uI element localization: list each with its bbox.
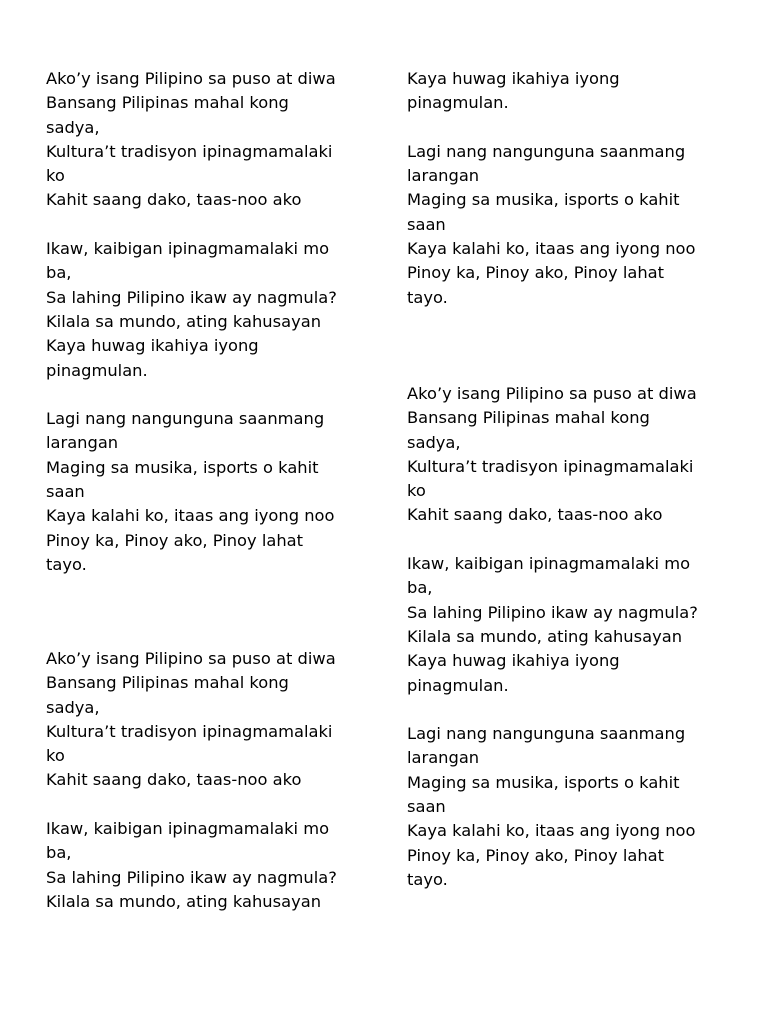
- lyric-line: Kaya huwag ikahiya iyong: [46, 336, 259, 356]
- lyric-line: tayo.: [407, 869, 448, 889]
- lyric-line: Ako’y isang Pilipino sa puso at diwa: [407, 384, 697, 403]
- lyric-line: Kultura’t tradisyon ipinagmamalaki: [46, 141, 333, 161]
- lyric-line: saan: [407, 797, 446, 817]
- lyric-line: Lagi nang nangunguna saanmang: [407, 724, 686, 744]
- lyric-line: Maging sa musika, isports o kahit: [407, 772, 680, 792]
- lyrics-block: [46, 647, 337, 914]
- lyric-line: ba,: [407, 578, 433, 598]
- lyric-line: Pinoy ka, Pinoy ako, Pinoy lahat: [407, 845, 665, 865]
- lyric-line: ko: [407, 481, 426, 501]
- lyric-line: Kaya kalahi ko, itaas ang iyong noo: [407, 239, 696, 259]
- lyric-line: Lagi nang nangunguna saanmang: [407, 141, 686, 161]
- lyric-line: pinagmulan.: [407, 675, 509, 695]
- lyric-line: sadya,: [407, 432, 461, 452]
- lyric-line: sadya,: [46, 117, 100, 137]
- lyric-line: tayo.: [407, 287, 448, 307]
- lyric-line: Bansang Pilipinas mahal kong: [46, 93, 289, 113]
- lyric-line: Maging sa musika, isports o kahit: [46, 457, 319, 477]
- lyric-line: Bansang Pilipinas mahal kong: [46, 673, 289, 693]
- lyric-line: Ikaw, kaibigan ipinagmamalaki mo: [46, 819, 330, 839]
- lyric-line: sadya,: [46, 697, 100, 717]
- lyric-line: saan: [407, 214, 446, 234]
- lyric-line: Pinoy ka, Pinoy ako, Pinoy lahat: [407, 263, 665, 283]
- lyric-line: Kilala sa mundo, ating kahusayan: [46, 311, 322, 331]
- lyric-line: larangan: [46, 433, 119, 453]
- lyric-line: Ako’y isang Pilipino sa puso at diwa: [46, 69, 336, 88]
- lyric-line: Lagi nang nangunguna saanmang: [46, 409, 325, 429]
- stanza-break: [407, 116, 695, 140]
- lyrics-block: [407, 382, 698, 892]
- lyric-line: saan: [46, 482, 85, 502]
- stanza-break: [46, 383, 337, 407]
- lyric-line: ko: [46, 746, 65, 766]
- lyric-line: Sa lahing Pilipino ikaw ay nagmula?: [46, 867, 337, 887]
- lyric-line: Kultura’t tradisyon ipinagmamalaki: [407, 456, 694, 476]
- lyric-line: Kilala sa mundo, ating kahusayan: [407, 626, 683, 646]
- lyric-line: Kaya huwag ikahiya iyong: [407, 69, 620, 88]
- lyric-line: ba,: [46, 263, 72, 283]
- lyric-line: Kahit saang dako, taas-noo ako: [46, 770, 302, 790]
- lyric-line: Kultura’t tradisyon ipinagmamalaki: [46, 721, 333, 741]
- lyrics-block: [46, 67, 337, 577]
- lyric-line: Pinoy ka, Pinoy ako, Pinoy lahat: [46, 530, 304, 550]
- lyric-line: larangan: [407, 166, 480, 186]
- lyric-line: Kaya huwag ikahiya iyong: [407, 651, 620, 671]
- lyric-line: Ikaw, kaibigan ipinagmamalaki mo: [407, 554, 691, 574]
- lyric-line: ba,: [46, 843, 72, 863]
- lyrics-block: [407, 67, 695, 310]
- lyric-line: Kaya kalahi ko, itaas ang iyong noo: [407, 821, 696, 841]
- lyric-line: ko: [46, 166, 65, 186]
- stanza-break: [46, 213, 337, 237]
- lyric-line: Kaya kalahi ko, itaas ang iyong noo: [46, 506, 335, 526]
- lyric-line: Ikaw, kaibigan ipinagmamalaki mo: [46, 239, 330, 259]
- lyric-line: Kahit saang dako, taas-noo ako: [46, 190, 302, 210]
- lyric-line: Sa lahing Pilipino ikaw ay nagmula?: [46, 287, 337, 307]
- lyric-line: Ako’y isang Pilipino sa puso at diwa: [46, 649, 336, 668]
- lyric-line: Kilala sa mundo, ating kahusayan: [46, 891, 322, 911]
- stanza-break: [407, 698, 698, 722]
- lyric-line: tayo.: [46, 554, 87, 574]
- lyric-line: Sa lahing Pilipino ikaw ay nagmula?: [407, 602, 698, 622]
- stanza-break: [46, 793, 337, 817]
- stanza-break: [407, 528, 698, 552]
- lyric-line: pinagmulan.: [407, 93, 509, 113]
- lyric-line: Maging sa musika, isports o kahit: [407, 190, 680, 210]
- lyric-line: Kahit saang dako, taas-noo ako: [407, 505, 663, 525]
- lyric-line: pinagmulan.: [46, 360, 148, 380]
- lyric-line: larangan: [407, 748, 480, 768]
- lyric-line: Bansang Pilipinas mahal kong: [407, 408, 650, 428]
